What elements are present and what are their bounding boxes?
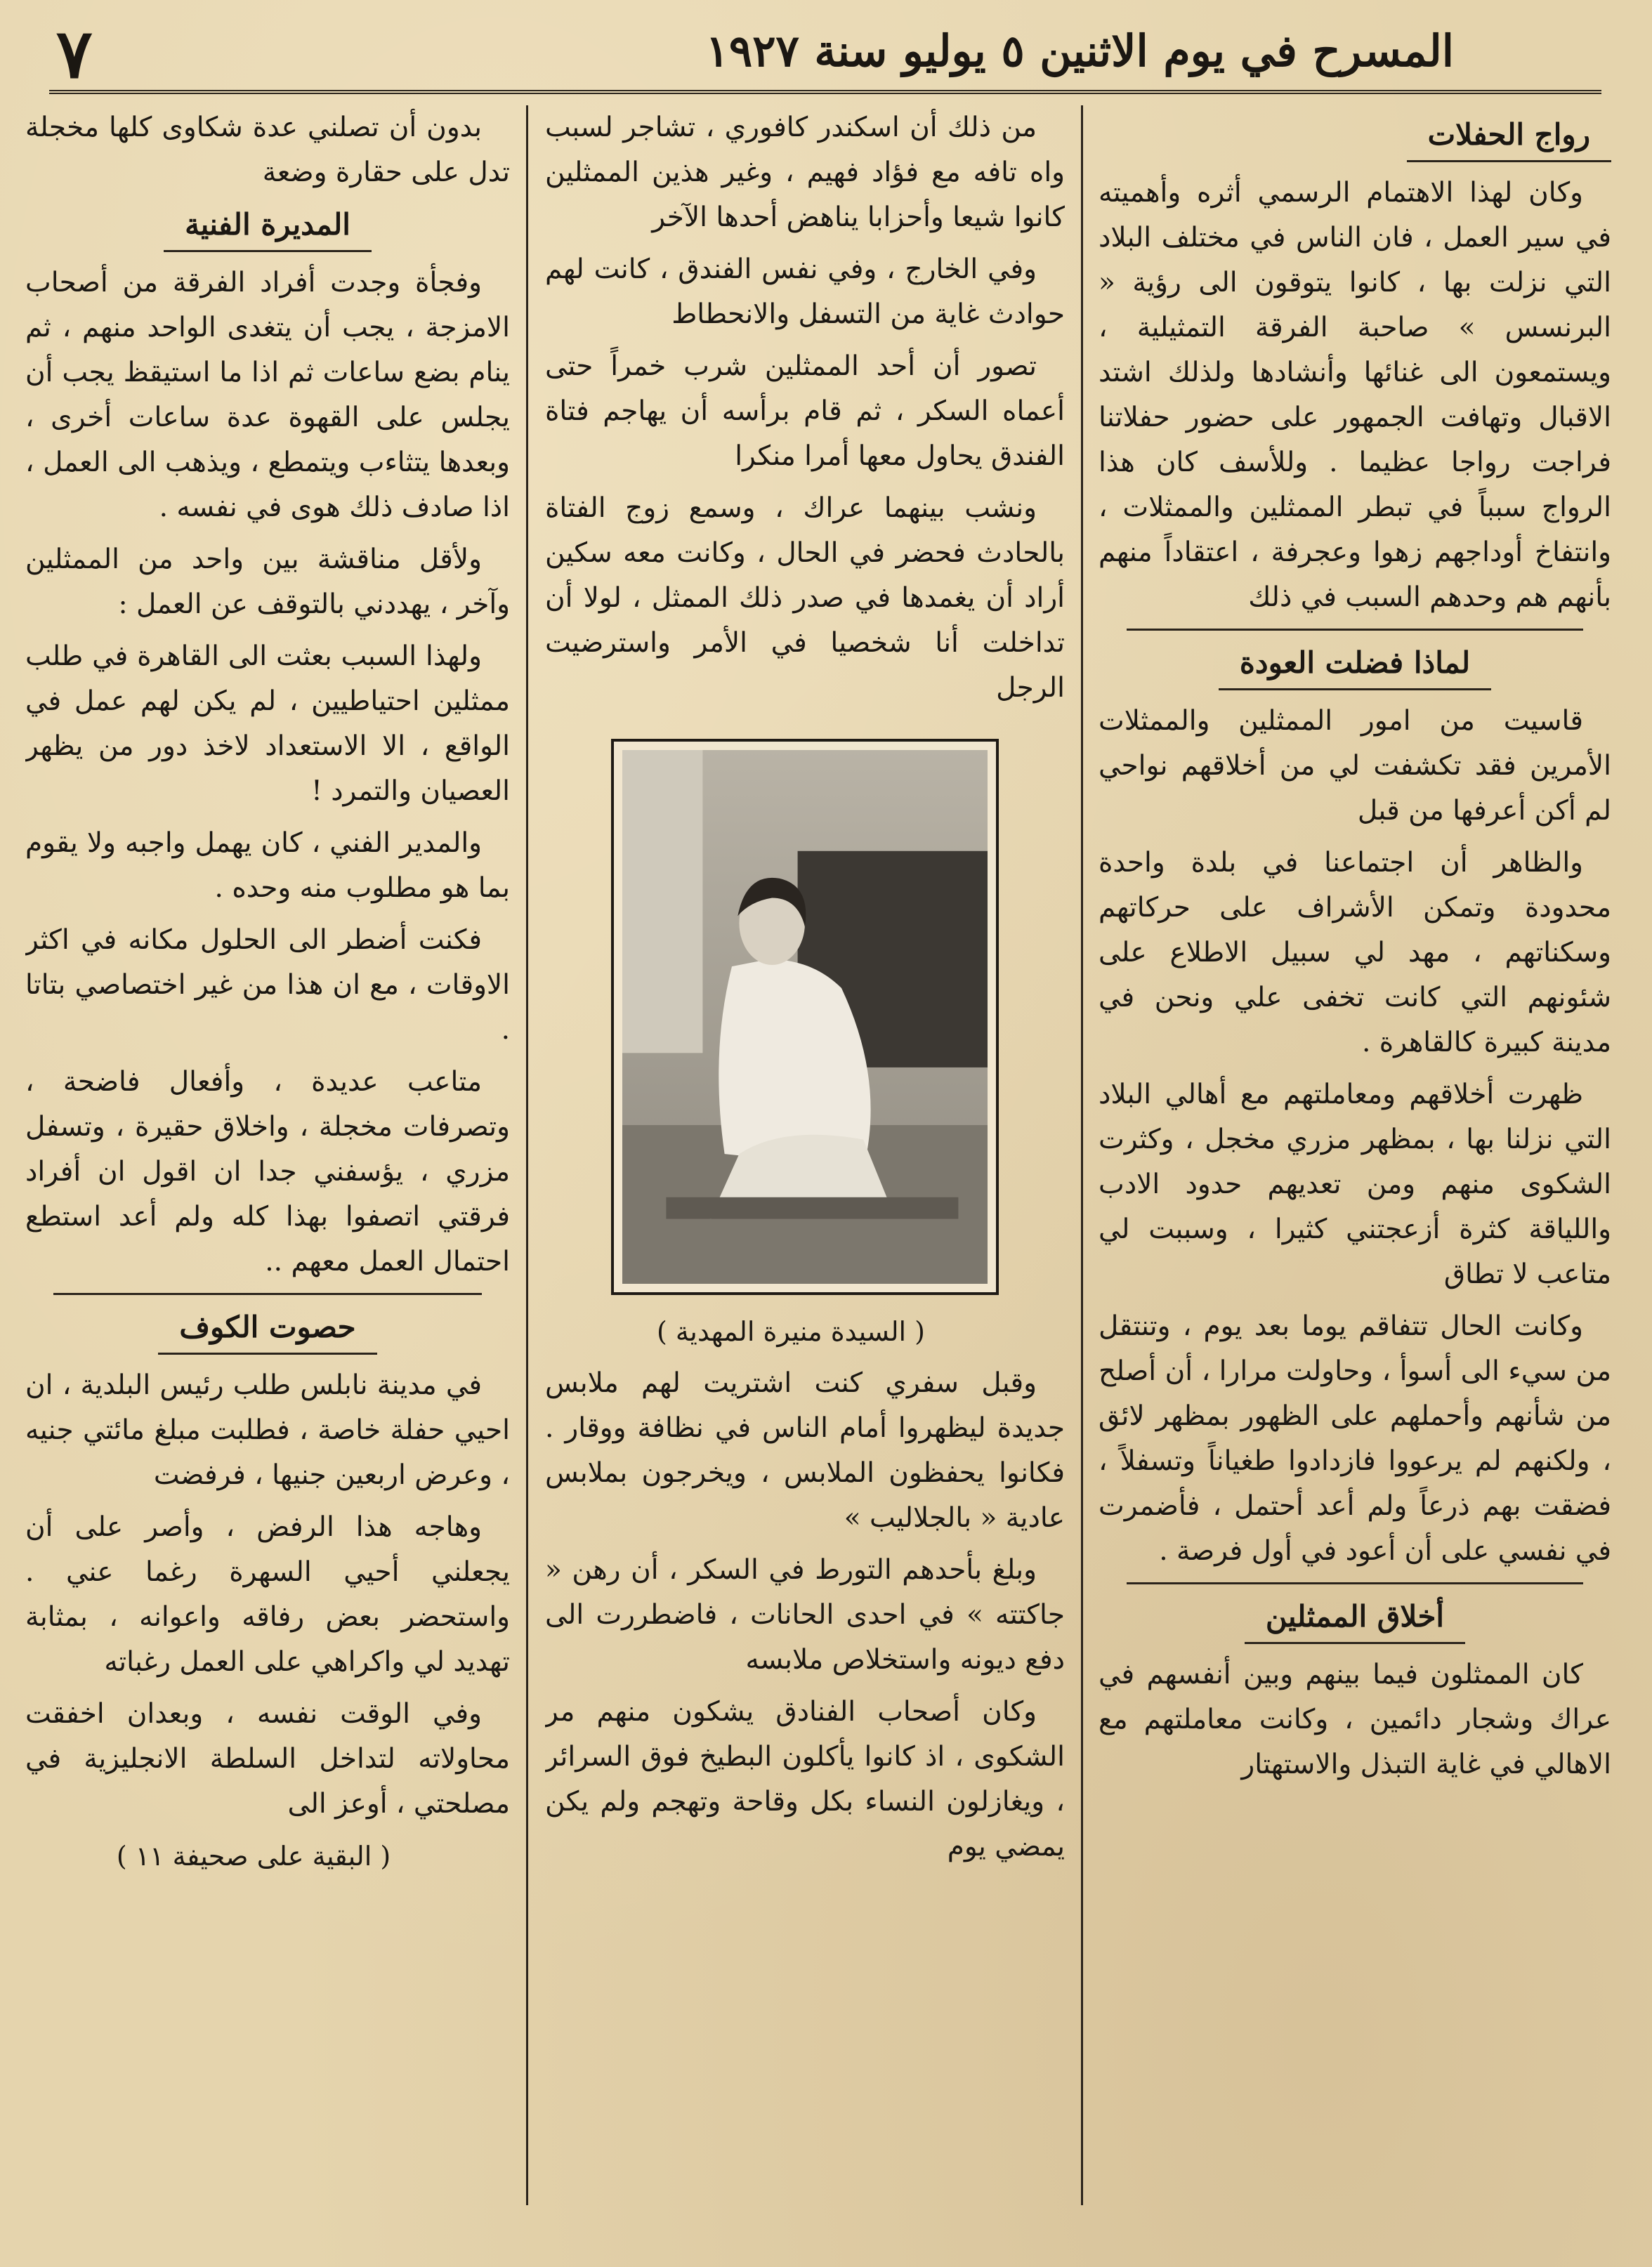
paragraph: وقبل سفري كنت اشتريت لهم ملابس جديدة ليظهروا أمام الناس في نظافة ووقار . فكانوا يحفظون الملابس ، ويخرجون بملابس عادية « بالجلاليب » — [545, 1367, 1065, 1534]
paragraph: وهاجه هذا الرفض ، وأصر على أن يجعلني أحيي السهرة رغما عني . واستحضر بعض رفاقه واعوانه ، بمثابة تهديد لي واكراهي على العمل رغباته — [25, 1511, 510, 1678]
portrait-photo — [622, 750, 988, 1284]
paragraph: وكانت الحال تتفاقم يوما بعد يوم ، وتنتقل من سيء الى أسوأ ، وحاولت مرارا ، أن أصلح من شأنهم وأحملهم على الظهور بمظهر لائق ، ولكنهم لم يرعووا فازدادوا طغياناً وتسفلاً ، فضقت بهم ذرعاً ولم أعد أحتمل ، فأضمرت في نفسي على أن أعود في أول فرصة . — [1099, 1310, 1611, 1567]
paragraph: كان الممثلون فيما بينهم وبين أنفسهم في عراك وشجار دائمين ، وكانت معاملتهم مع الاهالي في غاية التبذل والاستهتار — [1099, 1659, 1611, 1780]
column-divider — [1081, 105, 1083, 2205]
paragraph: وفي الخارج ، وفي نفس الفندق ، كانت لهم حوادث غاية من التسفل والانحطاط — [545, 254, 1065, 330]
portrait-photo-frame — [611, 739, 999, 1295]
paragraph: فكنت أضطر الى الحلول مكانه في اكثر الاوقات ، مع ان هذا من غير اختصاصي بتاتا . — [25, 924, 510, 1046]
masthead-title: المسرح في يوم الاثنين ٥ يوليو سنة ١٩٢٧ — [705, 25, 1454, 77]
continued-notice: ( البقية على صحيفة ١١ ) — [116, 1841, 391, 1872]
paragraph: من ذلك أن اسكندر كافوري ، تشاجر لسبب واه تافه مع فؤاد فهيم ، وغير هذين الممثلين كانوا شيعا وأحزابا يناهض أحدها الآخر — [545, 112, 1065, 233]
paragraph: وفجأة وجدت أفراد الفرقة من أصحاب الامزجة ، يجب أن يتغدى الواحد منهم ، ثم ينام بضع ساعات ثم اذا ما استيقظ يجب أن يجلس على القهوة عدة ساعات أخرى ، وبعدها يتثاءب ويتمطع ، ويذهب الى العمل ، اذا صادف ذلك هوى في نفسه . — [25, 267, 510, 523]
paragraph: وفي الوقت نفسه ، وبعدان اخفقت محاولاته لتداخل السلطة الانجليزية في مصلحتي ، أوعز الى — [25, 1698, 510, 1820]
paragraph: وكان لهذا الاهتمام الرسمي أثره وأهميته في سير العمل ، فان الناس في مختلف البلاد التي نزلت بها ، كانوا يتوقون الى رؤية « البرنسس » صاحبة الفرقة التمثيلية ، ويستمعون الى غنائها وأنشادها ولذلك اشتد الاقبال وتهافت الجمهور على حضور حفلاتنا فراجت رواجا عظيما . وللأسف كان هذا الرواج سبباً في تبطر الممثلين والممثلات ، وانتفاخ أوداجهم زهوا وعجرفة ، اعتقاداً منهم بأنهم هم وحدهم السبب في ذلك — [1099, 177, 1611, 613]
paragraph: وكان أصحاب الفنادق يشكون منهم مر الشكوى ، اذ كانوا يأكلون البطيخ فوق السرائر ، ويغازلون النساء بكل وقاحة وتهجم ولم يكن يمضي يوم — [545, 1696, 1065, 1862]
section-divider — [1127, 629, 1583, 631]
paragraph: متاعب عديدة ، وأفعال فاضحة ، وتصرفات مخجلة ، واخلاق حقيرة ، وتسفل مزري ، يؤسفني جدا ان اقول ان أفراد فرقتي اتصفوا بهذا كله ولم أعد استطع احتمال العمل معهم .. — [25, 1066, 510, 1277]
paragraph: تصور أن أحد الممثلين شرب خمراً حتى أعماه السكر ، ثم قام برأسه أن يهاجم فتاة الفندق يحاول معها أمرا منكرا — [545, 350, 1065, 472]
article-column-right — [1099, 105, 1611, 2233]
paragraph: ولأقل مناقشة بين واحد من الممثلين وآخر ، يهددني بالتوقف عن العمل : — [25, 544, 510, 620]
paragraph: والمدير الفني ، كان يهمل واجبه ولا يقوم بما هو مطلوب منه وحده . — [25, 827, 510, 904]
section-heading-text: المديرة الفنية — [164, 202, 372, 252]
paragraph: قاسيت من امور الممثلين والممثلات الأمرين فقد تكشفت لي من أخلاقهم نواحي لم أكن أعرفها من قبل — [1099, 705, 1611, 827]
article-column-left — [25, 105, 510, 2233]
paragraph: ونشب بينهما عراك ، وسمع زوج الفتاة بالحادث فحضر في الحال ، وكانت معه سكين أراد أن يغمدها في صدر ذلك الممثل ، لولا أن تداخلت أنا شخصيا في الأمر واسترضيت الرجل — [545, 492, 1065, 704]
section-heading — [1099, 112, 1611, 162]
page-header — [49, 14, 1601, 93]
header-divider — [49, 90, 1601, 94]
paragraph: في مدينة نابلس طلب رئيس البلدية ، ان احيي حفلة خاصة ، فطلبت مبلغ مائتي جنيه ، وعرض اربعين جنيها ، فرفضت — [25, 1369, 510, 1491]
section-divider — [1127, 1582, 1583, 1584]
column-divider — [526, 105, 528, 2205]
photo-caption: ( السيدة منيرة المهدية ) — [656, 1316, 925, 1347]
section-heading-text: حصوت الكوف — [158, 1305, 376, 1355]
paragraph: ولهذا السبب بعثت الى القاهرة في طلب ممثلين احتياطيين ، لم يكن لهم عمل في الواقع ، الا الاستعداد لاخذ دور من يظهر العصيان والتمرد ! — [25, 640, 510, 807]
section-divider — [53, 1293, 482, 1295]
section-heading — [1099, 1594, 1611, 1644]
section-heading — [1099, 640, 1611, 690]
paragraph: بدون أن تصلني عدة شكاوى كلها مخجلة تدل على حقارة وضعة — [25, 112, 510, 188]
section-heading — [25, 1305, 510, 1355]
section-heading — [25, 202, 510, 252]
article-column-middle — [545, 105, 1065, 2233]
paragraph: وبلغ بأحدهم التورط في السكر ، أن رهن « جاكتته » في احدى الحانات ، فاضطررت الى دفع ديونه واستخلاص ملابسه — [545, 1554, 1065, 1676]
paragraph: ظهرت أخلاقهم ومعاملتهم مع أهالي البلاد التي نزلنا بها ، بمظهر مزري مخجل ، وكثرت الشكوى منهم ومن تعديهم حدود الادب واللياقة كثرة أزعجتني كثيرا ، وسببت لي متاعب لا تطاق — [1099, 1079, 1611, 1290]
section-heading-text: أخلاق الممثلين — [1245, 1594, 1465, 1644]
section-heading-text: رواج الحفلات — [1407, 112, 1611, 162]
page-number: ٧ — [56, 14, 93, 93]
section-heading-text: لماذا فضلت العودة — [1219, 640, 1491, 690]
paragraph: والظاهر أن اجتماعنا في بلدة واحدة محدودة وتمكن الأشراف على حركاتهم وسكناتهم ، مهد لي سبيل الاطلاع على شئونهم التي كانت تخفى علي ونحن في مدينة كبيرة كالقاهرة . — [1099, 847, 1611, 1058]
